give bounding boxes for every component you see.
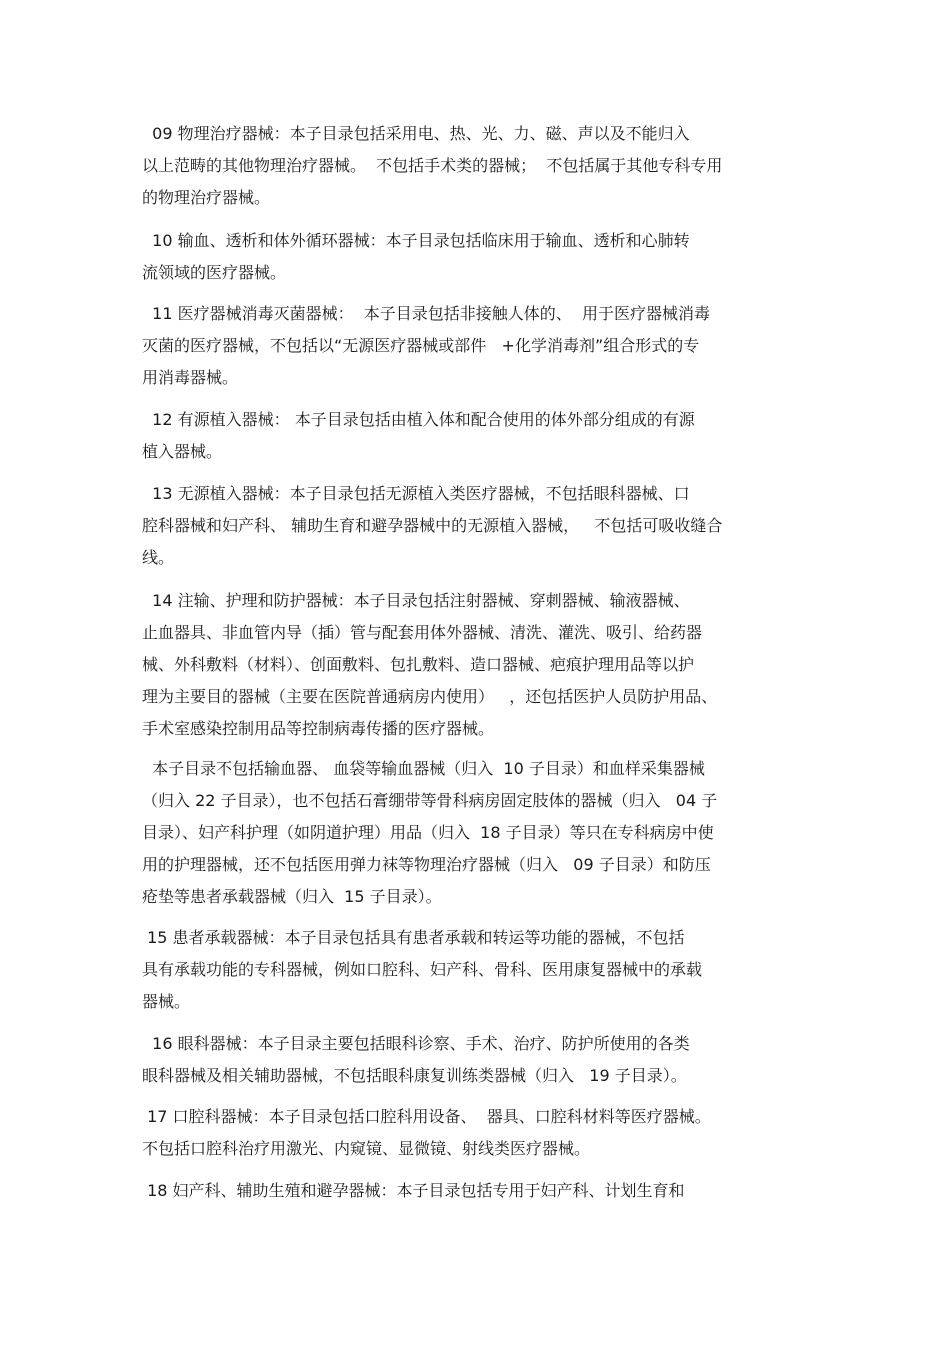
paragraph-13-passive-implant — [142, 478, 722, 574]
paragraph-10-transfusion-dialysis — [142, 225, 690, 289]
text-line: 植入器械。 — [142, 442, 223, 461]
paragraph-09-physical-therapy — [142, 118, 722, 214]
paragraph-14-exclusions — [142, 753, 717, 913]
text-line: 18 妇产科、辅助生殖和避孕器械：本子目录包括专用于妇产科、计划生育和 — [142, 1181, 685, 1200]
text-line: 以上范畴的其他物理治疗器械。 不包括手术类的器械； 不包括属于其他专科专用 — [142, 156, 723, 175]
paragraph-17-dental — [142, 1101, 711, 1165]
text-line: 理为主要目的器械（主要在医院普通病房内使用） ，还包括医护人员防护用品、 — [142, 687, 718, 706]
text-line: 的物理治疗器械。 — [142, 188, 271, 207]
text-line: 16 眼科器械：本子目录主要包括眼科诊察、手术、治疗、防护所使用的各类 — [142, 1034, 690, 1053]
text-line: 目录）、妇产科护理（如阴道护理）用品（归入 18 子目录）等只在专科病房中使 — [142, 823, 714, 842]
text-line: 灭菌的医疗器械，不包括以“无源医疗器械或部件 +化学消毒剂”组合形式的专 — [142, 336, 700, 355]
paragraph-12-active-implant — [142, 404, 695, 468]
text-line: 09 物理治疗器械：本子目录包括采用电、热、光、力、磁、声以及不能归入 — [142, 124, 690, 143]
text-line: 本子目录不包括输血器、 血袋等输血器械（归入 10 子目录）和血样采集器械 — [142, 759, 705, 778]
text-line: （归入 22 子目录），也不包括石膏绷带等骨科病房固定肢体的器械（归入 04 子 — [142, 791, 718, 810]
text-line: 13 无源植入器械：本子目录包括无源植入类医疗器械，不包括眼科器械、口 — [142, 484, 690, 503]
text-line: 11 医疗器械消毒灭菌器械： 本子目录包括非接触人体的、 用于医疗器械消毒 — [142, 304, 710, 323]
text-line: 12 有源植入器械： 本子目录包括由植入体和配合使用的体外部分组成的有源 — [142, 410, 695, 429]
text-line: 械、外科敷料（材料）、创面敷料、包扎敷料、造口器械、疤痕护理用品等以护 — [142, 655, 695, 674]
text-line: 止血器具、非血管内导（插）管与配套用体外器械、清洗、灌洗、吸引、给药器 — [142, 623, 703, 642]
text-line: 14 注输、护理和防护器械：本子目录包括注射器械、穿刺器械、输液器械、 — [142, 591, 690, 610]
text-line: 具有承载功能的专科器械，例如口腔科、妇产科、骨科、医用康复器械中的承载 — [142, 960, 703, 979]
text-line: 手术室感染控制用品等控制病毒传播的医疗器械。 — [142, 719, 495, 738]
text-line: 腔科器械和妇产科、 辅助生育和避孕器械中的无源植入器械， 不包括可吸收缝合 — [142, 516, 723, 535]
text-line: 15 患者承载器械：本子目录包括具有患者承载和转运等功能的器械，不包括 — [142, 928, 685, 947]
text-line: 器械。 — [142, 992, 191, 1011]
text-line: 用消毒器械。 — [142, 368, 239, 387]
paragraph-11-disinfection — [142, 298, 710, 394]
paragraph-18-gynecology — [142, 1175, 685, 1207]
text-line: 10 输血、透析和体外循环器械：本子目录包括临床用于输血、透析和心肺转 — [142, 231, 690, 250]
text-line: 疮垫等患者承载器械（归入 15 子目录）。 — [142, 887, 442, 906]
text-line: 流领域的医疗器械。 — [142, 263, 287, 282]
text-line: 不包括口腔科治疗用激光、内窥镜、显微镜、射线类医疗器械。 — [142, 1139, 591, 1158]
text-line: 线。 — [142, 548, 175, 567]
text-line: 用的护理器械，还不包括医用弹力袜等物理治疗器械（归入 09 子目录）和防压 — [142, 855, 711, 874]
paragraph-14-infusion-nursing — [142, 585, 717, 745]
text-line: 眼科器械及相关辅助器械，不包括眼科康复训练类器械（归入 19 子目录）。 — [142, 1066, 687, 1085]
text-line: 17 口腔科器械：本子目录包括口腔科用设备、 器具、口腔科材料等医疗器械。 — [142, 1107, 711, 1126]
paragraph-16-ophthalmic — [142, 1028, 690, 1092]
paragraph-15-patient-carrier — [142, 922, 702, 1018]
